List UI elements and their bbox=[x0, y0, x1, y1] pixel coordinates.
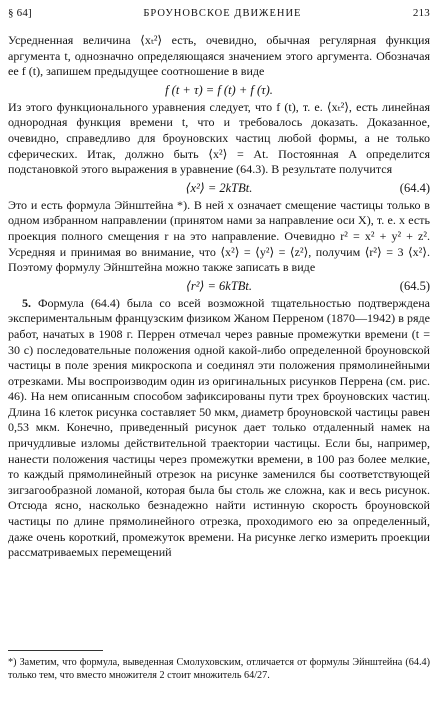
section-number: 5. bbox=[22, 295, 32, 310]
page-number: 213 bbox=[412, 7, 430, 19]
equation-text: ⟨x²⟩ = 2kTBt. bbox=[185, 180, 253, 195]
equation-number: (64.4) bbox=[399, 180, 430, 195]
paragraph-section-5 bbox=[8, 296, 430, 561]
equation-text: f (t + τ) = f (t) + f (τ). bbox=[165, 82, 273, 97]
equation-text: ⟨r²⟩ = 6kTBt. bbox=[185, 278, 253, 293]
footnote-divider bbox=[8, 650, 103, 651]
footnote: *) Заметим, что формула, выведенная Смолуховским, отличается от формулы Эйнштейна (64.4) только тем, что вместо множителя 2 стоит множитель 64/27. bbox=[8, 657, 430, 681]
equation-number: (64.5) bbox=[399, 278, 430, 293]
paragraph-2: Из этого функционального уравнения следует, что f (t), т. е. ⟨xₜ²⟩, есть линейная однородная функция времени t, что и требовалось доказать. Доказанное, очевидно, справедливо для броуновских частиц любой формы, а не только сферических. Итак, должно быть ⟨x²⟩ = At. Постоянная A определится подстановкой этого выражения в уравнение (64.3). В результате получится bbox=[8, 99, 430, 177]
equation-64-4 bbox=[8, 178, 430, 198]
running-header bbox=[8, 7, 430, 25]
section-reference: § 64] bbox=[8, 7, 32, 19]
equation-functional bbox=[8, 80, 430, 100]
paragraph-1: Усредненная величина ⟨xₜ²⟩ есть, очевидно, обычная регулярная функция аргумента t, однозначно определяющаяся значением этого аргумента. Обозначая ее f (t), запишем предыдущее соотношение в виде bbox=[8, 33, 430, 79]
paragraph-3: Это и есть формула Эйнштейна *). В ней x означает смещение частицы только в одном избранном направлении (принятом нами за направление оси X), т. е. x есть проекция полного смещения r на это направление. Очевидно r² = x² + y² + z². Усредняя и принимая во внимание, что ⟨x²⟩ = ⟨y²⟩ = ⟨z²⟩, получим ⟨r²⟩ = 3 ⟨x²⟩. Поэтому формулу Эйнштейна можно также записать в виде bbox=[8, 197, 430, 275]
page-body bbox=[8, 33, 430, 561]
chapter-title: БРОУНОВСКОЕ ДВИЖЕНИЕ bbox=[143, 8, 302, 19]
equation-64-5 bbox=[8, 276, 430, 296]
section-5-text: Формула (64.4) была со всей возможной тщательностью подтверждена экспериментальным французским физиком Жаном Перреном (1870—1942) в ряде работ, начатых в 1908 г. Перрен отмечал через равные промежутки времени (t = 30 с) последовательные положения одной какой-либо определенной броуновской частицы в поле зрения микроскопа и соединял эти положения прямолинейными отрезками. Мы воспроизводим один из оригинальных рисунков Перрена (см. рис. 46). На нем описанным способом зафиксированы пути трех броуновских частиц. Длина 16 клеток рисунка составляет 50 мкм, диаметр броуновской частицы равен 0,53 мкм. Конечно, приведенный рисунок дает только отдаленный намек на причудливые изломы действительной траектории частицы. Если бы, например, нанести положения частицы через промежутки времени, в 100 раз более мелкие, то каждый прямолинейный отрезок на рисунке заменился бы соответствующей зигзагообразной ломаной, которая была бы столь же сложна, как и весь рисунок. Отсюда ясно, насколько безнадежно найти истинную скорость броуновской частицы по длине прямолинейного отрезка, проходимого ею за определенный, даже очень короткий, промежуток времени. На рисунке легко измерить проекции рассматриваемых перемещений bbox=[8, 295, 430, 560]
